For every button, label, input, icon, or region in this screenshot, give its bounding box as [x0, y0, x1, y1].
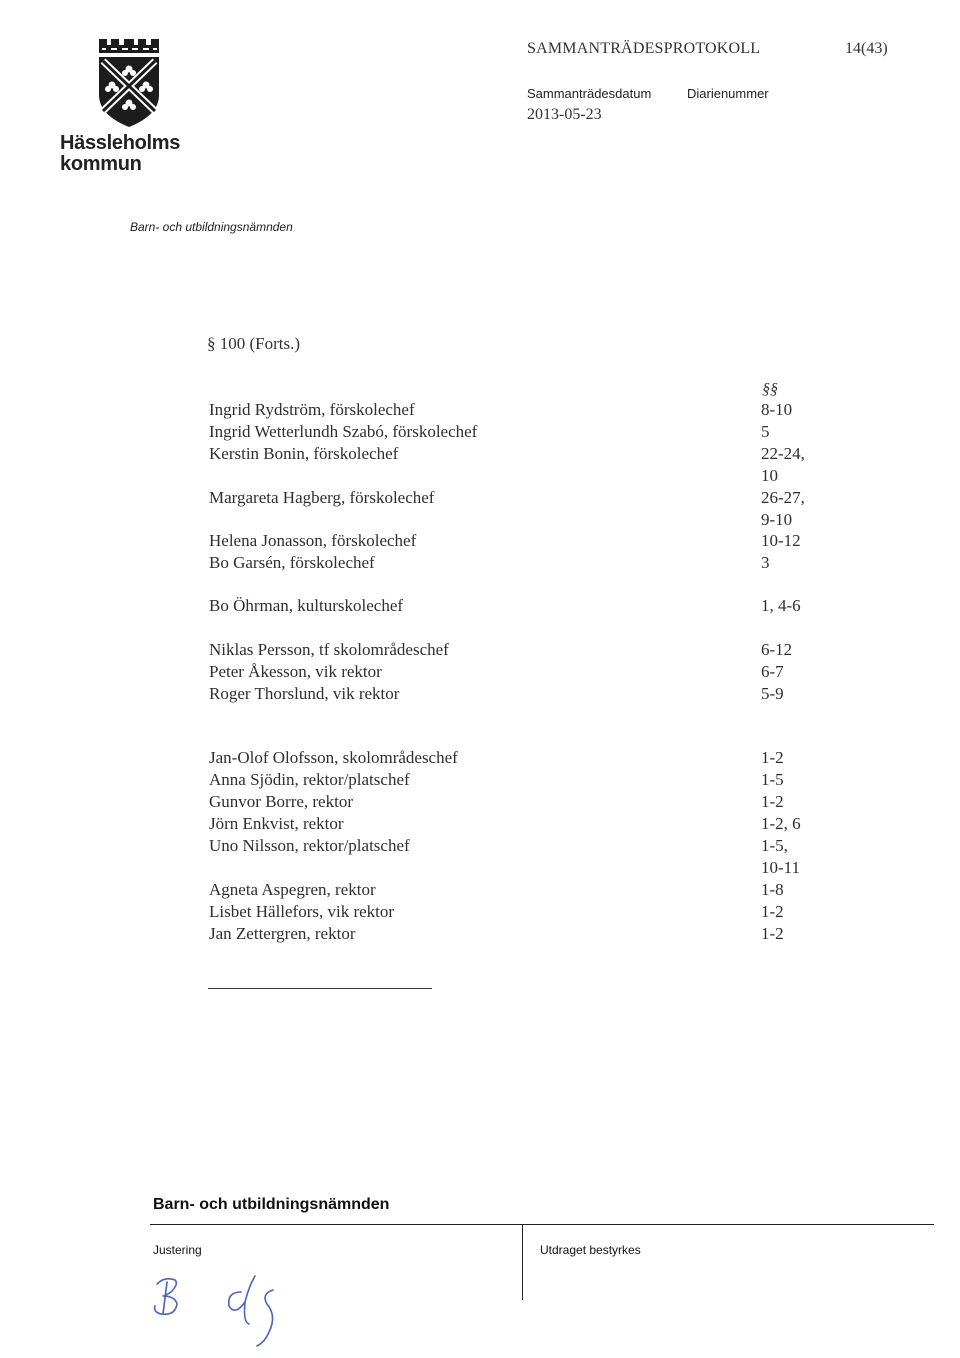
- attendee-name: Margareta Hagberg, förskolechef: [209, 488, 435, 507]
- footer-committee-name: Barn- och utbildningsnämnden: [153, 1196, 390, 1213]
- municipality-name-line1: Hässleholms: [60, 132, 181, 154]
- attendee-name: Anna Sjödin, rektor/platschef: [209, 770, 410, 789]
- section-heading: § 100 (Forts.): [207, 334, 301, 353]
- municipality-crest-icon: [97, 37, 161, 129]
- attendee-refs: 1-5, 10-11: [761, 836, 801, 877]
- attendee-refs: 1-2: [761, 924, 784, 943]
- justering-label: Justering: [153, 1243, 202, 1257]
- attendee-name: Niklas Persson, tf skolområdeschef: [209, 640, 449, 659]
- attendee-refs: 1-5: [761, 770, 784, 789]
- attendee-refs: 1-2: [761, 902, 784, 921]
- footer-rule: [150, 1224, 934, 1225]
- attendee-name: Ingrid Rydström, förskolechef: [209, 400, 415, 419]
- attendee-refs: 26-27, 9-10: [761, 488, 805, 529]
- attendee-refs: 1-2: [761, 748, 784, 767]
- attendee-refs: 6-7: [761, 662, 784, 681]
- attendee-refs: 8-10: [761, 400, 793, 419]
- attendee-name: Agneta Aspegren, rektor: [209, 880, 376, 899]
- attendee-name: Ingrid Wetterlundh Szabó, förskolechef: [209, 422, 478, 441]
- attendee-name: Gunvor Borre, rektor: [209, 792, 353, 811]
- attendee-refs: 1-2, 6: [761, 814, 801, 833]
- attendee-name: Bo Garsén, förskolechef: [209, 553, 375, 572]
- meeting-date-label: Sammanträdesdatum: [527, 86, 652, 101]
- attendee-name: Roger Thorslund, vik rektor: [209, 684, 400, 703]
- handwritten-initials-signature: [145, 1262, 305, 1357]
- committee-name: Barn- och utbildningsnämnden: [130, 220, 293, 234]
- attendee-refs: 1-2: [761, 792, 784, 811]
- attendee-refs: 5: [761, 422, 770, 441]
- utdraget-label: Utdraget bestyrkes: [540, 1243, 641, 1257]
- attendee-refs: 10-12: [761, 531, 801, 550]
- attendee-name: Helena Jonasson, förskolechef: [209, 531, 417, 550]
- page-number: 14(43): [845, 40, 888, 57]
- meeting-date: 2013-05-23: [527, 106, 602, 123]
- municipality-name-line2: kommun: [60, 153, 142, 175]
- attendee-refs: 22-24, 10: [761, 444, 805, 485]
- attendee-name: Uno Nilsson, rektor/platschef: [209, 836, 410, 855]
- attendee-refs: 1-8: [761, 880, 784, 899]
- attendee-name: Jan-Olof Olofsson, skolområdeschef: [209, 748, 458, 767]
- separator-line: [208, 988, 432, 989]
- registration-number-label: Diarienummer: [687, 86, 769, 101]
- attendee-name: Lisbet Hällefors, vik rektor: [209, 902, 395, 921]
- attendee-refs: 1, 4-6: [761, 596, 801, 615]
- attendee-name: Jörn Enkvist, rektor: [209, 814, 344, 833]
- attendee-name: Jan Zettergren, rektor: [209, 924, 356, 943]
- attendee-name: Peter Åkesson, vik rektor: [209, 662, 382, 681]
- attendee-refs: 6-12: [761, 640, 793, 659]
- attendee-name: Bo Öhrman, kulturskolechef: [209, 596, 404, 615]
- section-refs-header: §§: [762, 381, 778, 398]
- document-title: SAMMANTRÄDESPROTOKOLL: [527, 40, 761, 57]
- attendee-refs: 3: [761, 553, 770, 572]
- attendee-refs: 5-9: [761, 684, 784, 703]
- municipality-name: [60, 133, 220, 175]
- attendee-name: Kerstin Bonin, förskolechef: [209, 444, 399, 463]
- footer-divider: [522, 1224, 523, 1300]
